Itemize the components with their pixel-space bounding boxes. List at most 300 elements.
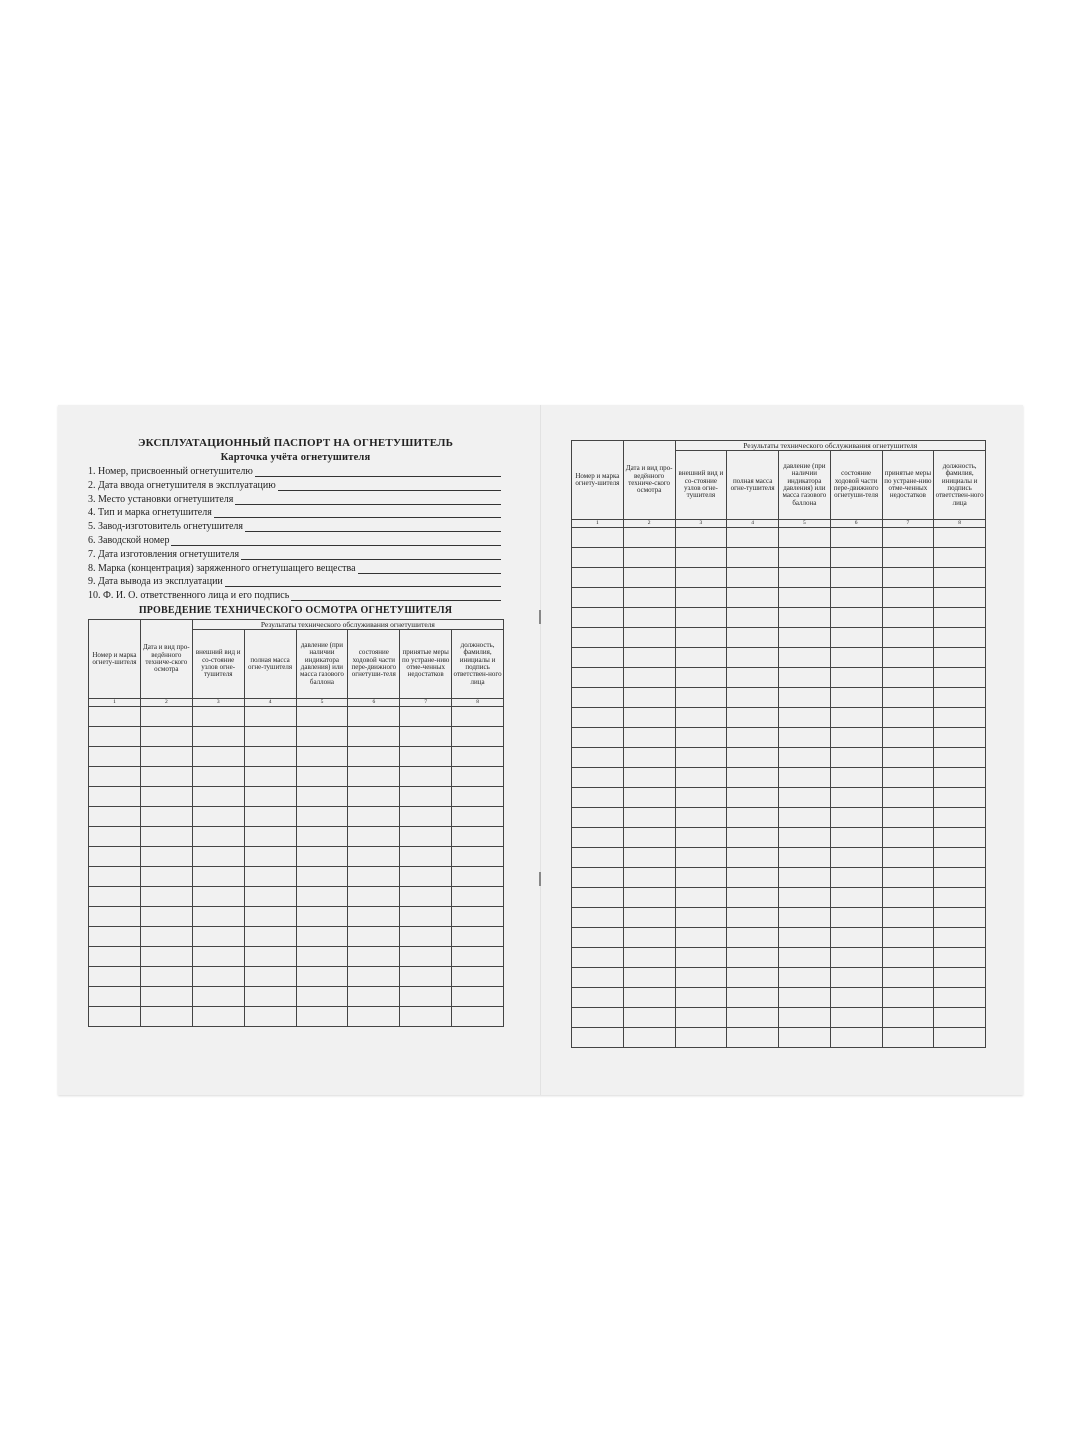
table-cell[interactable] [89,767,141,787]
table-cell[interactable] [830,928,882,948]
table-cell[interactable] [192,887,244,907]
table-cell[interactable] [140,867,192,887]
table-cell[interactable] [296,927,348,947]
table-cell[interactable] [882,968,934,988]
table-cell[interactable] [400,727,452,747]
table-cell[interactable] [675,888,727,908]
table-cell[interactable] [675,648,727,668]
table-cell[interactable] [192,947,244,967]
table-cell[interactable] [400,807,452,827]
table-cell[interactable] [244,847,296,867]
table-cell[interactable] [675,908,727,928]
table-cell[interactable] [572,568,624,588]
form-field-3[interactable] [88,492,501,505]
table-cell[interactable] [400,887,452,907]
table-cell[interactable] [572,888,624,908]
table-cell[interactable] [348,927,400,947]
table-cell[interactable] [140,807,192,827]
table-cell[interactable] [882,748,934,768]
table-cell[interactable] [934,948,986,968]
table-cell[interactable] [675,588,727,608]
table-cell[interactable] [779,868,831,888]
table-cell[interactable] [192,767,244,787]
table-cell[interactable] [244,767,296,787]
table-cell[interactable] [244,747,296,767]
table-cell[interactable] [140,847,192,867]
table-cell[interactable] [934,608,986,628]
table-cell[interactable] [934,648,986,668]
table-cell[interactable] [89,967,141,987]
table-cell[interactable] [89,887,141,907]
table-cell[interactable] [296,707,348,727]
table-cell[interactable] [779,908,831,928]
table-cell[interactable] [830,628,882,648]
table-cell[interactable] [623,748,675,768]
table-cell[interactable] [296,727,348,747]
table-cell[interactable] [830,708,882,728]
table-cell[interactable] [830,888,882,908]
table-cell[interactable] [830,808,882,828]
table-cell[interactable] [830,1028,882,1048]
table-cell[interactable] [675,688,727,708]
table-cell[interactable] [572,528,624,548]
table-cell[interactable] [727,828,779,848]
table-cell[interactable] [623,548,675,568]
table-cell[interactable] [244,707,296,727]
table-cell[interactable] [400,967,452,987]
table-cell[interactable] [727,588,779,608]
table-cell[interactable] [882,648,934,668]
table-cell[interactable] [400,1007,452,1027]
table-cell[interactable] [244,787,296,807]
form-field-underline[interactable] [358,563,501,574]
table-cell[interactable] [400,767,452,787]
table-cell[interactable] [779,648,831,668]
table-cell[interactable] [296,947,348,967]
table-cell[interactable] [934,728,986,748]
table-cell[interactable] [882,1028,934,1048]
table-cell[interactable] [623,708,675,728]
table-cell[interactable] [934,928,986,948]
table-cell[interactable] [348,787,400,807]
table-cell[interactable] [572,868,624,888]
table-cell[interactable] [727,848,779,868]
table-cell[interactable] [934,828,986,848]
table-cell[interactable] [400,747,452,767]
table-cell[interactable] [882,1008,934,1028]
table-cell[interactable] [192,727,244,747]
table-cell[interactable] [727,608,779,628]
table-cell[interactable] [572,668,624,688]
table-cell[interactable] [779,1008,831,1028]
table-cell[interactable] [675,528,727,548]
form-field-6[interactable] [88,533,501,546]
table-cell[interactable] [89,827,141,847]
table-cell[interactable] [830,648,882,668]
form-field-underline[interactable] [214,507,501,518]
table-cell[interactable] [572,928,624,948]
table-cell[interactable] [779,728,831,748]
table-cell[interactable] [934,748,986,768]
table-cell[interactable] [623,648,675,668]
table-cell[interactable] [452,907,504,927]
table-cell[interactable] [727,688,779,708]
table-cell[interactable] [830,748,882,768]
table-cell[interactable] [572,1008,624,1028]
table-cell[interactable] [675,968,727,988]
table-cell[interactable] [296,827,348,847]
table-cell[interactable] [882,808,934,828]
form-field-9[interactable] [88,574,501,587]
table-cell[interactable] [572,748,624,768]
table-cell[interactable] [140,927,192,947]
table-cell[interactable] [452,727,504,747]
table-cell[interactable] [296,787,348,807]
table-cell[interactable] [675,548,727,568]
table-cell[interactable] [882,768,934,788]
table-cell[interactable] [244,927,296,947]
table-cell[interactable] [934,628,986,648]
table-cell[interactable] [727,748,779,768]
table-cell[interactable] [140,907,192,927]
table-cell[interactable] [623,728,675,748]
table-cell[interactable] [830,1008,882,1028]
table-cell[interactable] [572,1028,624,1048]
table-cell[interactable] [140,767,192,787]
table-cell[interactable] [934,768,986,788]
table-cell[interactable] [934,568,986,588]
table-cell[interactable] [779,968,831,988]
table-cell[interactable] [192,807,244,827]
table-cell[interactable] [244,887,296,907]
table-cell[interactable] [830,548,882,568]
form-field-10[interactable] [88,588,501,601]
table-cell[interactable] [348,807,400,827]
table-cell[interactable] [830,528,882,548]
table-cell[interactable] [140,987,192,1007]
table-cell[interactable] [830,668,882,688]
table-cell[interactable] [675,948,727,968]
table-cell[interactable] [882,788,934,808]
table-cell[interactable] [675,628,727,648]
table-cell[interactable] [244,867,296,887]
table-cell[interactable] [675,708,727,728]
table-cell[interactable] [452,927,504,947]
table-cell[interactable] [779,668,831,688]
table-cell[interactable] [675,868,727,888]
table-cell[interactable] [727,1028,779,1048]
table-cell[interactable] [830,988,882,1008]
table-cell[interactable] [675,988,727,1008]
table-cell[interactable] [675,808,727,828]
table-cell[interactable] [348,707,400,727]
table-cell[interactable] [572,848,624,868]
form-field-1[interactable] [88,464,501,477]
table-cell[interactable] [244,827,296,847]
table-cell[interactable] [572,968,624,988]
table-cell[interactable] [348,867,400,887]
table-cell[interactable] [882,628,934,648]
table-cell[interactable] [882,988,934,1008]
table-cell[interactable] [675,928,727,948]
table-cell[interactable] [623,528,675,548]
table-cell[interactable] [727,628,779,648]
table-cell[interactable] [192,747,244,767]
table-cell[interactable] [675,848,727,868]
form-field-underline[interactable] [278,480,501,491]
table-cell[interactable] [882,608,934,628]
table-cell[interactable] [779,528,831,548]
table-cell[interactable] [348,987,400,1007]
table-cell[interactable] [452,967,504,987]
table-cell[interactable] [572,948,624,968]
table-cell[interactable] [623,788,675,808]
form-field-underline[interactable] [245,521,501,532]
table-cell[interactable] [400,827,452,847]
table-cell[interactable] [882,688,934,708]
table-cell[interactable] [89,947,141,967]
table-cell[interactable] [452,787,504,807]
table-cell[interactable] [830,608,882,628]
table-cell[interactable] [400,987,452,1007]
table-cell[interactable] [934,788,986,808]
table-cell[interactable] [192,987,244,1007]
table-cell[interactable] [623,608,675,628]
table-cell[interactable] [296,907,348,927]
table-cell[interactable] [934,548,986,568]
table-cell[interactable] [348,887,400,907]
table-cell[interactable] [830,948,882,968]
table-cell[interactable] [89,747,141,767]
table-cell[interactable] [882,928,934,948]
table-cell[interactable] [882,948,934,968]
table-cell[interactable] [452,847,504,867]
table-cell[interactable] [830,828,882,848]
table-cell[interactable] [400,867,452,887]
table-cell[interactable] [623,828,675,848]
form-field-underline[interactable] [235,494,501,505]
table-cell[interactable] [727,968,779,988]
table-cell[interactable] [296,847,348,867]
table-cell[interactable] [882,828,934,848]
table-cell[interactable] [192,787,244,807]
table-cell[interactable] [727,668,779,688]
table-cell[interactable] [882,528,934,548]
table-cell[interactable] [623,588,675,608]
table-cell[interactable] [727,528,779,548]
table-cell[interactable] [244,967,296,987]
table-cell[interactable] [830,868,882,888]
table-cell[interactable] [882,868,934,888]
table-cell[interactable] [572,788,624,808]
table-cell[interactable] [348,767,400,787]
table-cell[interactable] [727,648,779,668]
table-cell[interactable] [296,967,348,987]
form-field-underline[interactable] [241,549,501,560]
table-cell[interactable] [452,807,504,827]
table-cell[interactable] [830,848,882,868]
table-cell[interactable] [830,968,882,988]
table-cell[interactable] [882,848,934,868]
table-cell[interactable] [727,568,779,588]
table-cell[interactable] [882,728,934,748]
table-cell[interactable] [89,927,141,947]
table-cell[interactable] [192,907,244,927]
table-cell[interactable] [572,728,624,748]
table-cell[interactable] [675,788,727,808]
table-cell[interactable] [244,987,296,1007]
form-field-2[interactable] [88,478,501,491]
table-cell[interactable] [140,1007,192,1027]
form-field-underline[interactable] [291,590,501,601]
table-cell[interactable] [934,868,986,888]
table-cell[interactable] [400,847,452,867]
table-cell[interactable] [675,1008,727,1028]
table-cell[interactable] [623,968,675,988]
table-cell[interactable] [572,588,624,608]
table-cell[interactable] [244,727,296,747]
table-cell[interactable] [452,947,504,967]
table-cell[interactable] [779,828,831,848]
table-cell[interactable] [89,907,141,927]
table-cell[interactable] [727,888,779,908]
table-cell[interactable] [400,947,452,967]
table-cell[interactable] [623,768,675,788]
table-cell[interactable] [675,608,727,628]
table-cell[interactable] [192,967,244,987]
table-cell[interactable] [452,1007,504,1027]
table-cell[interactable] [934,968,986,988]
table-cell[interactable] [192,827,244,847]
table-cell[interactable] [572,988,624,1008]
table-cell[interactable] [779,848,831,868]
table-cell[interactable] [140,827,192,847]
table-cell[interactable] [296,987,348,1007]
table-cell[interactable] [830,768,882,788]
table-cell[interactable] [296,1007,348,1027]
table-cell[interactable] [572,548,624,568]
table-cell[interactable] [572,648,624,668]
table-cell[interactable] [779,928,831,948]
table-cell[interactable] [675,1028,727,1048]
table-cell[interactable] [882,548,934,568]
table-cell[interactable] [882,888,934,908]
table-cell[interactable] [779,808,831,828]
table-cell[interactable] [779,788,831,808]
table-cell[interactable] [244,1007,296,1027]
table-cell[interactable] [623,848,675,868]
form-field-4[interactable] [88,505,501,518]
table-cell[interactable] [572,808,624,828]
table-cell[interactable] [400,787,452,807]
table-cell[interactable] [244,907,296,927]
table-cell[interactable] [296,747,348,767]
table-cell[interactable] [779,548,831,568]
table-cell[interactable] [830,728,882,748]
table-cell[interactable] [140,887,192,907]
table-cell[interactable] [727,908,779,928]
table-cell[interactable] [830,908,882,928]
table-cell[interactable] [727,988,779,1008]
table-cell[interactable] [623,808,675,828]
table-cell[interactable] [400,927,452,947]
table-cell[interactable] [830,688,882,708]
form-field-7[interactable] [88,547,501,560]
table-cell[interactable] [572,688,624,708]
table-cell[interactable] [779,628,831,648]
table-cell[interactable] [727,808,779,828]
table-cell[interactable] [882,568,934,588]
form-field-underline[interactable] [171,535,501,546]
table-cell[interactable] [623,948,675,968]
table-cell[interactable] [140,787,192,807]
form-field-8[interactable] [88,561,501,574]
table-cell[interactable] [89,727,141,747]
table-cell[interactable] [934,688,986,708]
table-cell[interactable] [452,747,504,767]
table-cell[interactable] [244,807,296,827]
table-cell[interactable] [727,788,779,808]
table-cell[interactable] [727,948,779,968]
table-cell[interactable] [192,707,244,727]
table-cell[interactable] [296,887,348,907]
table-cell[interactable] [727,868,779,888]
table-cell[interactable] [934,668,986,688]
table-cell[interactable] [830,788,882,808]
table-cell[interactable] [779,768,831,788]
table-cell[interactable] [89,847,141,867]
table-cell[interactable] [675,768,727,788]
table-cell[interactable] [675,728,727,748]
table-cell[interactable] [348,747,400,767]
table-cell[interactable] [779,588,831,608]
table-cell[interactable] [623,988,675,1008]
table-cell[interactable] [727,548,779,568]
table-cell[interactable] [89,1007,141,1027]
table-cell[interactable] [623,688,675,708]
table-cell[interactable] [192,867,244,887]
table-cell[interactable] [623,868,675,888]
table-cell[interactable] [452,987,504,1007]
table-cell[interactable] [779,568,831,588]
table-cell[interactable] [934,708,986,728]
table-cell[interactable] [779,708,831,728]
form-field-underline[interactable] [255,466,501,477]
table-cell[interactable] [882,588,934,608]
table-cell[interactable] [244,947,296,967]
table-cell[interactable] [934,1008,986,1028]
table-cell[interactable] [675,828,727,848]
table-cell[interactable] [727,728,779,748]
table-cell[interactable] [675,568,727,588]
table-cell[interactable] [400,707,452,727]
table-cell[interactable] [400,907,452,927]
table-cell[interactable] [296,807,348,827]
table-cell[interactable] [140,707,192,727]
table-cell[interactable] [779,748,831,768]
table-cell[interactable] [623,888,675,908]
table-cell[interactable] [934,908,986,928]
table-cell[interactable] [934,808,986,828]
table-cell[interactable] [348,967,400,987]
table-cell[interactable] [727,928,779,948]
table-cell[interactable] [140,727,192,747]
table-cell[interactable] [623,1008,675,1028]
table-cell[interactable] [89,987,141,1007]
table-cell[interactable] [779,688,831,708]
table-cell[interactable] [348,727,400,747]
table-cell[interactable] [452,887,504,907]
